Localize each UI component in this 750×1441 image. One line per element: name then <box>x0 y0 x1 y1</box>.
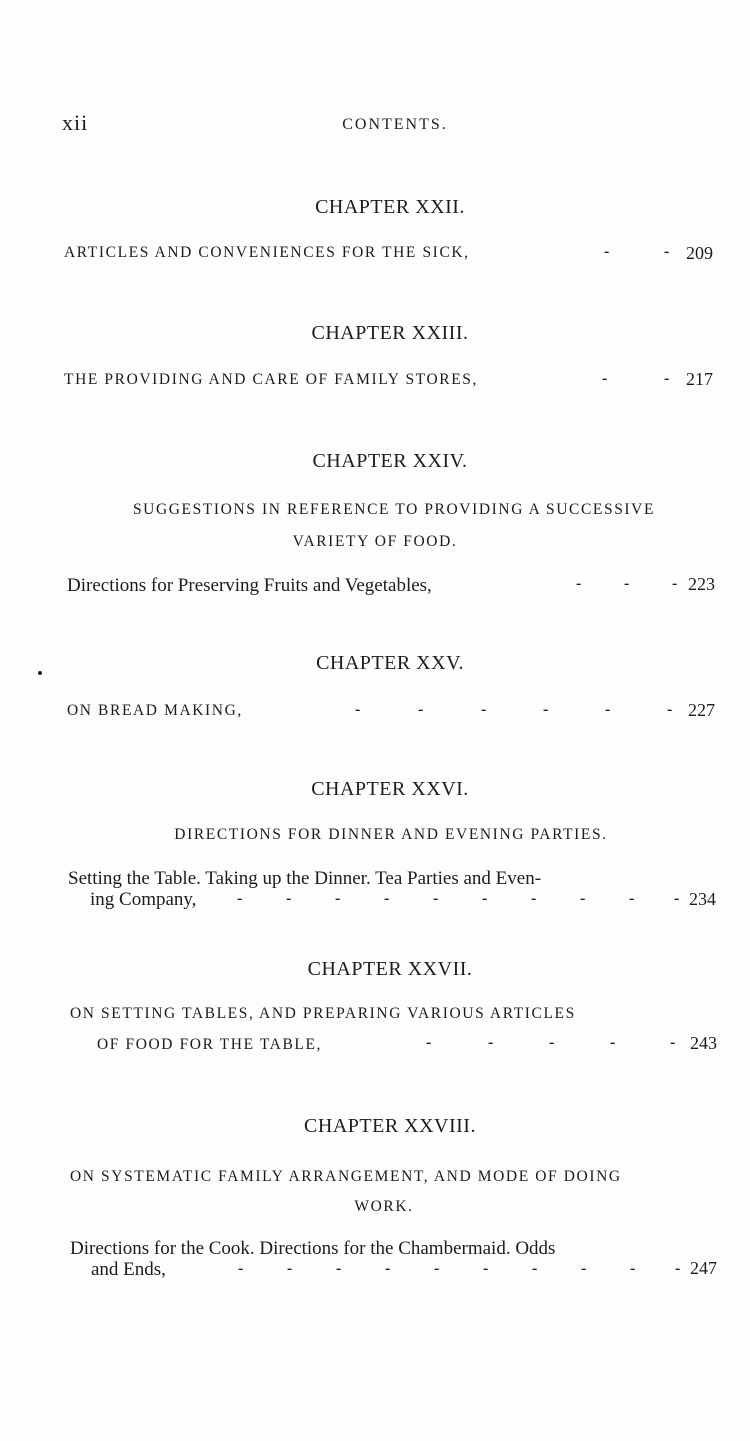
page-number: 209 <box>686 243 713 263</box>
chapter-heading: CHAPTER XXII. <box>315 196 465 218</box>
toc-entry-title: ON SYSTEMATIC FAMILY ARRANGEMENT, AND MODE OF DOING <box>70 1168 622 1185</box>
toc-subject: Setting the Table. Taking up the Dinner. Tea Parties and Even- <box>68 868 542 889</box>
dot-leader: - <box>336 1260 342 1277</box>
page-number: 243 <box>690 1033 717 1053</box>
toc-entry-title: DIRECTIONS FOR DINNER AND EVENING PARTIES. <box>174 826 608 843</box>
toc-subject: Directions for the Cook. Directions for the Chambermaid. Odds <box>70 1238 556 1259</box>
toc-subject: Directions for Preserving Fruits and Vegetables, <box>67 575 432 596</box>
dot-leader: - <box>605 701 611 718</box>
dot-leader: - <box>674 890 680 907</box>
toc-entry-title: OF FOOD FOR THE TABLE, <box>97 1036 323 1053</box>
dot-leader: - <box>664 370 670 387</box>
dot-leader: - <box>531 890 537 907</box>
toc-entry-title: SUGGESTIONS IN REFERENCE TO PROVIDING A SUCCESSIVE <box>132 501 656 518</box>
dot-leader: - <box>667 701 673 718</box>
chapter-heading: CHAPTER XXVII. <box>307 958 473 980</box>
dot-leader: - <box>549 1034 555 1051</box>
dot-leader: - <box>482 890 488 907</box>
dot-leader: - <box>481 701 487 718</box>
toc-entry-title: ON BREAD MAKING, <box>67 702 243 719</box>
toc-entry-title: ON SETTING TABLES, AND PREPARING VARIOUS ARTICLES <box>70 1005 576 1022</box>
toc-entry-title: VARIETY OF FOOD. <box>292 533 458 550</box>
dot-leader: - <box>675 1260 681 1277</box>
dot-leader: - <box>335 890 341 907</box>
dot-leader: - <box>433 890 439 907</box>
dot-leader: - <box>664 243 670 260</box>
page-number: 223 <box>688 574 715 594</box>
dot-leader: - <box>576 575 582 592</box>
page-number: 247 <box>690 1258 717 1278</box>
dot-leader: - <box>434 1260 440 1277</box>
toc-entry-title: ARTICLES AND CONVENIENCES FOR THE SICK, <box>64 244 470 261</box>
chapter-heading: CHAPTER XXIII. <box>311 322 469 344</box>
chapter-heading: CHAPTER XXVI. <box>311 778 469 800</box>
page-number: 234 <box>689 889 716 909</box>
dot-leader: - <box>670 1034 676 1051</box>
dot-leader: - <box>581 1260 587 1277</box>
dot-leader: - <box>624 575 630 592</box>
dot-leader: - <box>426 1034 432 1051</box>
dot-leader: - <box>384 890 390 907</box>
chapter-heading: CHAPTER XXIV. <box>312 450 468 472</box>
dot-leader: - <box>580 890 586 907</box>
chapter-heading: CHAPTER XXVIII. <box>304 1115 476 1137</box>
toc-subject: ing Company, <box>90 889 197 910</box>
dot-leader: - <box>237 890 243 907</box>
toc-entry-title: WORK. <box>354 1198 414 1215</box>
page-number: 227 <box>688 700 715 720</box>
dot-leader: - <box>286 890 292 907</box>
dot-leader: - <box>602 370 608 387</box>
dot-leader: - <box>418 701 424 718</box>
dot-leader: - <box>672 575 678 592</box>
margin-speck <box>38 671 42 675</box>
dot-leader: - <box>610 1034 616 1051</box>
dot-leader: - <box>488 1034 494 1051</box>
dot-leader: - <box>385 1260 391 1277</box>
dot-leader: - <box>238 1260 244 1277</box>
dot-leader: - <box>630 1260 636 1277</box>
dot-leader: - <box>604 243 610 260</box>
page-number: 217 <box>686 369 713 389</box>
dot-leader: - <box>543 701 549 718</box>
toc-subject: and Ends, <box>91 1259 166 1280</box>
dot-leader: - <box>287 1260 293 1277</box>
dot-leader: - <box>483 1260 489 1277</box>
toc-entry-title: THE PROVIDING AND CARE OF FAMILY STORES, <box>64 371 478 388</box>
chapter-heading: CHAPTER XXV. <box>316 652 464 674</box>
running-title: CONTENTS. <box>342 116 448 133</box>
dot-leader: - <box>629 890 635 907</box>
page-folio: xii <box>62 110 89 135</box>
dot-leader: - <box>355 701 361 718</box>
dot-leader: - <box>532 1260 538 1277</box>
